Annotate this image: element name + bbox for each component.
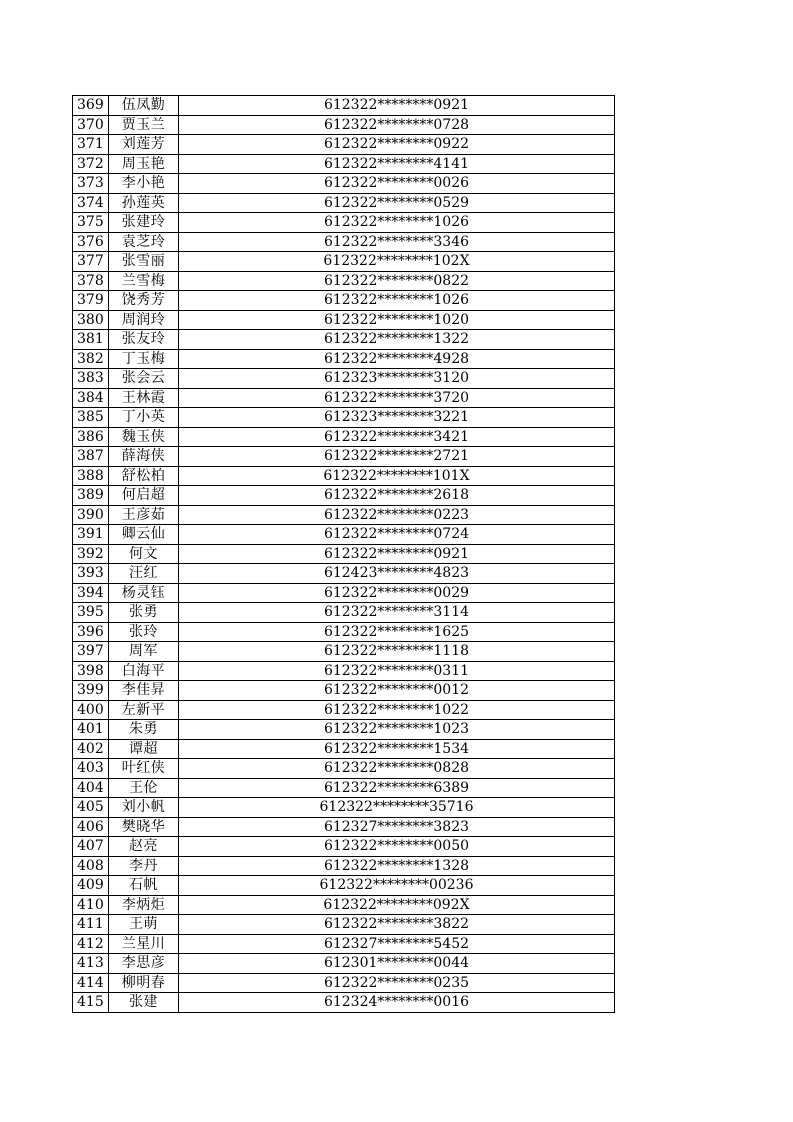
id-number-cell: 612322********4928 [179, 349, 615, 369]
row-number-cell: 411 [73, 915, 109, 935]
name-cell: 王萌 [109, 915, 179, 935]
row-number-cell: 383 [73, 369, 109, 389]
table-row [73, 583, 615, 603]
table-row [73, 973, 615, 993]
table-row [73, 915, 615, 935]
id-number-cell: 612322********0921 [179, 544, 615, 564]
id-number-cell: 612322********0828 [179, 759, 615, 779]
name-cell: 张雪丽 [109, 252, 179, 272]
table-row [73, 798, 615, 818]
table-row [73, 622, 615, 642]
name-cell: 张玲 [109, 622, 179, 642]
name-cell: 周润玲 [109, 310, 179, 330]
table-row [73, 96, 615, 116]
name-cell: 兰星川 [109, 934, 179, 954]
id-number-cell: 612322********1020 [179, 310, 615, 330]
name-cell: 舒松柏 [109, 466, 179, 486]
name-cell: 张会云 [109, 369, 179, 389]
id-number-cell: 612322********1534 [179, 739, 615, 759]
id-number-cell: 612322********1118 [179, 642, 615, 662]
row-number-cell: 377 [73, 252, 109, 272]
name-cell: 贾玉兰 [109, 115, 179, 135]
name-cell: 周军 [109, 642, 179, 662]
id-number-cell: 612327********5452 [179, 934, 615, 954]
id-number-cell: 612322********101X [179, 466, 615, 486]
id-number-cell: 612327********3823 [179, 817, 615, 837]
table-row [73, 544, 615, 564]
table-row [73, 993, 615, 1013]
name-cell: 樊晓华 [109, 817, 179, 837]
row-number-cell: 409 [73, 876, 109, 896]
table-row [73, 739, 615, 759]
name-cell: 王彦茹 [109, 505, 179, 525]
table-row [73, 310, 615, 330]
id-number-cell: 612322********2618 [179, 486, 615, 506]
name-cell: 兰雪梅 [109, 271, 179, 291]
row-number-cell: 385 [73, 408, 109, 428]
id-number-cell: 612322********0223 [179, 505, 615, 525]
roster-table [72, 95, 615, 1013]
table-row [73, 193, 615, 213]
name-cell: 卿云仙 [109, 525, 179, 545]
row-number-cell: 393 [73, 564, 109, 584]
row-number-cell: 381 [73, 330, 109, 350]
table-row [73, 954, 615, 974]
table-row [73, 427, 615, 447]
table-row [73, 681, 615, 701]
name-cell: 丁玉梅 [109, 349, 179, 369]
name-cell: 饶秀芳 [109, 291, 179, 311]
row-number-cell: 403 [73, 759, 109, 779]
roster-table-body [73, 96, 615, 1013]
id-number-cell: 612322********0029 [179, 583, 615, 603]
name-cell: 谭超 [109, 739, 179, 759]
table-row [73, 876, 615, 896]
name-cell: 杨灵钰 [109, 583, 179, 603]
row-number-cell: 399 [73, 681, 109, 701]
name-cell: 孙莲英 [109, 193, 179, 213]
id-number-cell: 612322********092X [179, 895, 615, 915]
table-row [73, 135, 615, 155]
id-number-cell: 612322********00236 [179, 876, 615, 896]
row-number-cell: 392 [73, 544, 109, 564]
table-row [73, 408, 615, 428]
name-cell: 王伦 [109, 778, 179, 798]
row-number-cell: 390 [73, 505, 109, 525]
id-number-cell: 612322********3720 [179, 388, 615, 408]
name-cell: 张建 [109, 993, 179, 1013]
id-number-cell: 612322********0050 [179, 837, 615, 857]
row-number-cell: 414 [73, 973, 109, 993]
table-row [73, 330, 615, 350]
name-cell: 赵亮 [109, 837, 179, 857]
name-cell: 汪红 [109, 564, 179, 584]
id-number-cell: 612322********6389 [179, 778, 615, 798]
table-row [73, 759, 615, 779]
name-cell: 刘莲芳 [109, 135, 179, 155]
table-row [73, 388, 615, 408]
row-number-cell: 382 [73, 349, 109, 369]
row-number-cell: 388 [73, 466, 109, 486]
id-number-cell: 612322********3421 [179, 427, 615, 447]
row-number-cell: 412 [73, 934, 109, 954]
row-number-cell: 389 [73, 486, 109, 506]
table-row [73, 720, 615, 740]
id-number-cell: 612322********102X [179, 252, 615, 272]
id-number-cell: 612324********0016 [179, 993, 615, 1013]
table-row [73, 486, 615, 506]
table-row [73, 778, 615, 798]
name-cell: 左新平 [109, 700, 179, 720]
id-number-cell: 612322********35716 [179, 798, 615, 818]
id-number-cell: 612322********3114 [179, 603, 615, 623]
id-number-cell: 612322********0822 [179, 271, 615, 291]
row-number-cell: 396 [73, 622, 109, 642]
row-number-cell: 397 [73, 642, 109, 662]
row-number-cell: 401 [73, 720, 109, 740]
id-number-cell: 612423********4823 [179, 564, 615, 584]
name-cell: 伍凤勤 [109, 96, 179, 116]
row-number-cell: 376 [73, 232, 109, 252]
row-number-cell: 405 [73, 798, 109, 818]
table-row [73, 817, 615, 837]
table-row [73, 466, 615, 486]
row-number-cell: 384 [73, 388, 109, 408]
name-cell: 李炳炬 [109, 895, 179, 915]
row-number-cell: 379 [73, 291, 109, 311]
id-number-cell: 612322********1328 [179, 856, 615, 876]
id-number-cell: 612322********0921 [179, 96, 615, 116]
row-number-cell: 391 [73, 525, 109, 545]
table-row [73, 837, 615, 857]
id-number-cell: 612322********1322 [179, 330, 615, 350]
name-cell: 李思彦 [109, 954, 179, 974]
row-number-cell: 387 [73, 447, 109, 467]
name-cell: 周玉艳 [109, 154, 179, 174]
row-number-cell: 369 [73, 96, 109, 116]
name-cell: 张建玲 [109, 213, 179, 233]
name-cell: 张友玲 [109, 330, 179, 350]
id-number-cell: 612322********0026 [179, 174, 615, 194]
row-number-cell: 400 [73, 700, 109, 720]
name-cell: 李丹 [109, 856, 179, 876]
name-cell: 王林霞 [109, 388, 179, 408]
table-row [73, 369, 615, 389]
name-cell: 薛海侠 [109, 447, 179, 467]
table-row [73, 271, 615, 291]
id-number-cell: 612323********3221 [179, 408, 615, 428]
table-row [73, 447, 615, 467]
name-cell: 叶红侠 [109, 759, 179, 779]
table-row [73, 895, 615, 915]
table-row [73, 174, 615, 194]
row-number-cell: 415 [73, 993, 109, 1013]
table-row [73, 700, 615, 720]
name-cell: 柳明春 [109, 973, 179, 993]
row-number-cell: 370 [73, 115, 109, 135]
name-cell: 石帆 [109, 876, 179, 896]
table-row [73, 115, 615, 135]
table-row [73, 564, 615, 584]
name-cell: 何启超 [109, 486, 179, 506]
name-cell: 李小艳 [109, 174, 179, 194]
id-number-cell: 612322********1026 [179, 291, 615, 311]
id-number-cell: 612322********3822 [179, 915, 615, 935]
table-row [73, 291, 615, 311]
row-number-cell: 394 [73, 583, 109, 603]
id-number-cell: 612301********0044 [179, 954, 615, 974]
row-number-cell: 374 [73, 193, 109, 213]
table-row [73, 252, 615, 272]
name-cell: 刘小帆 [109, 798, 179, 818]
name-cell: 白海平 [109, 661, 179, 681]
id-number-cell: 612322********0012 [179, 681, 615, 701]
id-number-cell: 612322********0529 [179, 193, 615, 213]
row-number-cell: 372 [73, 154, 109, 174]
id-number-cell: 612322********1625 [179, 622, 615, 642]
name-cell: 李佳昇 [109, 681, 179, 701]
row-number-cell: 406 [73, 817, 109, 837]
name-cell: 张勇 [109, 603, 179, 623]
row-number-cell: 371 [73, 135, 109, 155]
name-cell: 朱勇 [109, 720, 179, 740]
id-number-cell: 612322********2721 [179, 447, 615, 467]
row-number-cell: 398 [73, 661, 109, 681]
row-number-cell: 386 [73, 427, 109, 447]
id-number-cell: 612322********1022 [179, 700, 615, 720]
table-row [73, 661, 615, 681]
row-number-cell: 378 [73, 271, 109, 291]
name-cell: 丁小英 [109, 408, 179, 428]
id-number-cell: 612322********0724 [179, 525, 615, 545]
id-number-cell: 612322********1026 [179, 213, 615, 233]
table-row [73, 603, 615, 623]
table-row [73, 232, 615, 252]
row-number-cell: 404 [73, 778, 109, 798]
id-number-cell: 612322********1023 [179, 720, 615, 740]
id-number-cell: 612322********4141 [179, 154, 615, 174]
row-number-cell: 373 [73, 174, 109, 194]
row-number-cell: 402 [73, 739, 109, 759]
table-row [73, 856, 615, 876]
name-cell: 何文 [109, 544, 179, 564]
table-row [73, 934, 615, 954]
table-row [73, 525, 615, 545]
table-row [73, 349, 615, 369]
id-number-cell: 612322********0922 [179, 135, 615, 155]
row-number-cell: 375 [73, 213, 109, 233]
row-number-cell: 413 [73, 954, 109, 974]
id-number-cell: 612323********3120 [179, 369, 615, 389]
id-number-cell: 612322********0311 [179, 661, 615, 681]
row-number-cell: 407 [73, 837, 109, 857]
table-row [73, 642, 615, 662]
name-cell: 魏玉侠 [109, 427, 179, 447]
table-row [73, 505, 615, 525]
row-number-cell: 408 [73, 856, 109, 876]
table-row [73, 213, 615, 233]
row-number-cell: 410 [73, 895, 109, 915]
table-row [73, 154, 615, 174]
row-number-cell: 380 [73, 310, 109, 330]
row-number-cell: 395 [73, 603, 109, 623]
name-cell: 袁芝玲 [109, 232, 179, 252]
id-number-cell: 612322********0728 [179, 115, 615, 135]
id-number-cell: 612322********0235 [179, 973, 615, 993]
id-number-cell: 612322********3346 [179, 232, 615, 252]
